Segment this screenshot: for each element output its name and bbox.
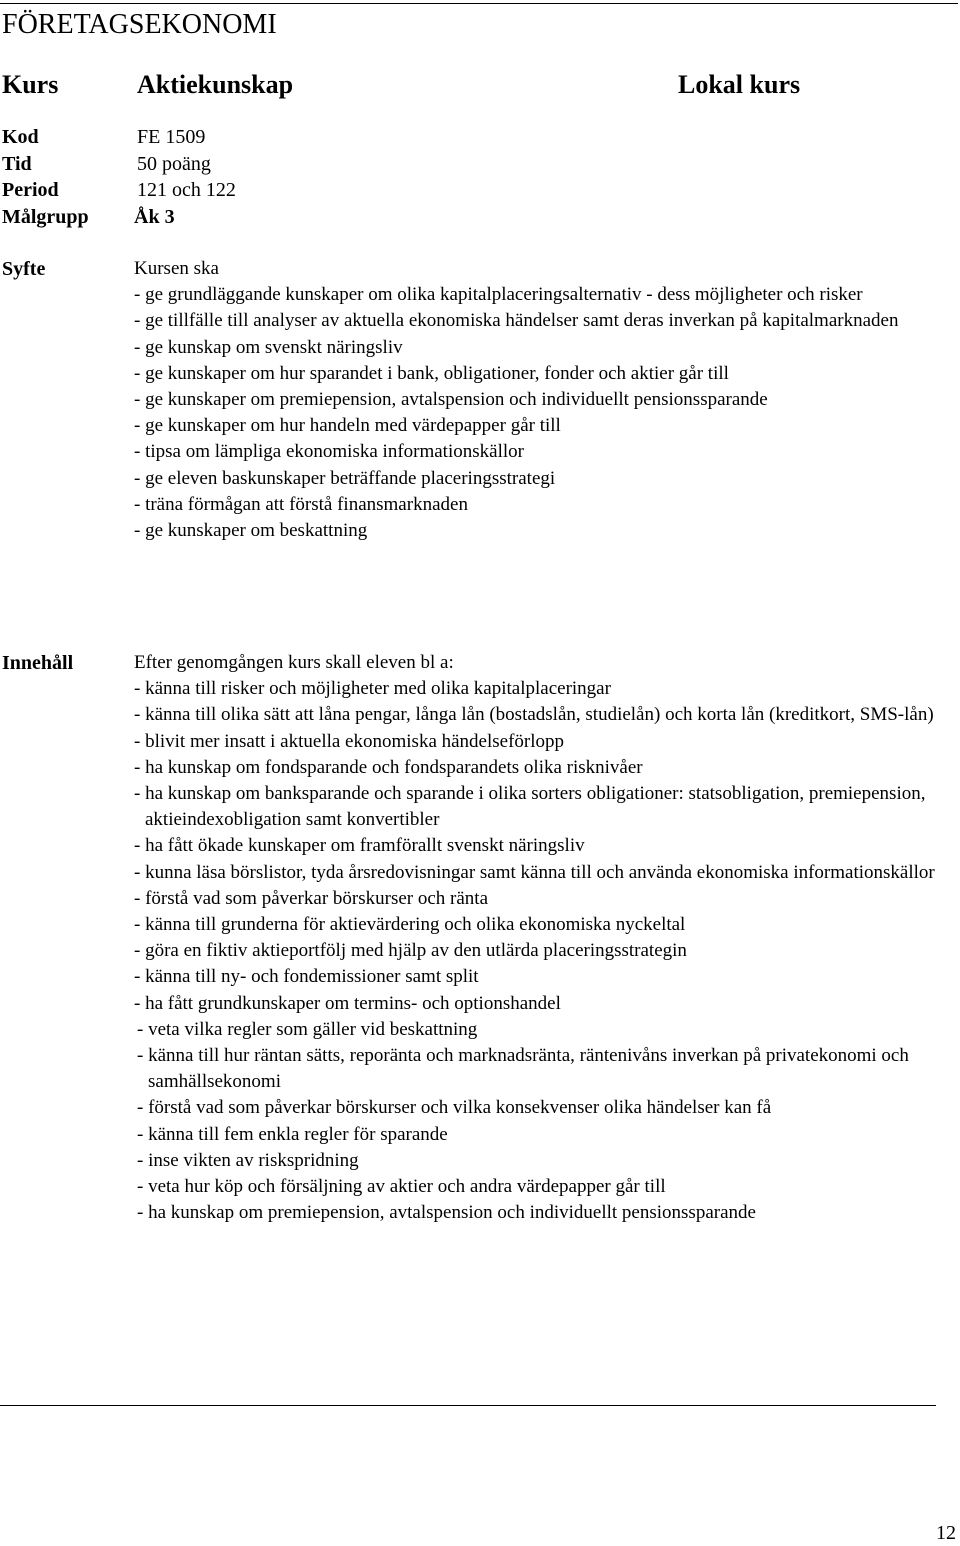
list-item: - blivit mer insatt i aktuella ekonomiska händelseförlopp	[134, 730, 565, 752]
list-item: - ge eleven baskunskaper beträffande placeringsstrategi	[134, 467, 556, 489]
meta-row-period	[0, 177, 960, 204]
meta-value: 50 poäng	[137, 152, 211, 175]
course-meta	[0, 124, 960, 230]
list-item: - veta vilka regler som gäller vid beskattning	[137, 1018, 478, 1040]
list-item: - ge kunskaper om premiepension, avtalspension och individuellt pensionssparande	[134, 389, 768, 411]
section-label-innehall: Innehåll	[2, 652, 74, 674]
top-divider	[0, 3, 958, 4]
list-item: - ge tillfälle till analyser av aktuella ekonomiska händelser samt deras inverkan på kapitalmarknaden	[134, 310, 899, 332]
list-item: - ha kunskap om banksparande och sparande i olika sorters obligationer: statsobligation, premiepension, aktieindexobligation samt konvertibler	[134, 783, 926, 831]
list-item: - ge grundläggande kunskaper om olika kapitalplaceringsalternativ - dess möjligheter och risker	[134, 284, 863, 306]
list-item: - ge kunskaper om beskattning	[134, 520, 368, 542]
meta-value: 121 och 122	[137, 179, 236, 201]
department-title: FÖRETAGSEKONOMI	[2, 9, 277, 40]
list-item: - känna till risker och möjligheter med olika kapitalplaceringar	[134, 678, 611, 700]
list-item: - ha fått ökade kunskaper om framförallt svenskt näringsliv	[134, 835, 585, 857]
list-item: - inse vikten av riskspridning	[137, 1149, 359, 1171]
course-type: Lokal kurs	[678, 70, 801, 99]
meta-row-code	[0, 124, 960, 151]
list-item: - träna förmågan att förstå finansmarknaden	[134, 493, 468, 515]
list-item: - ha kunskap om premiepension, avtalspension och individuellt pensionssparande	[137, 1202, 756, 1224]
section-body-syfte	[134, 256, 956, 544]
section-label-syfte: Syfte	[2, 258, 46, 280]
bottom-divider	[0, 1405, 936, 1406]
list-item: - förstå vad som påverkar börskurser och ränta	[134, 887, 489, 909]
page-number: 12	[936, 1522, 956, 1544]
course-header	[0, 68, 960, 102]
meta-row-time	[0, 151, 960, 178]
list-item: - förstå vad som påverkar börskurser och vilka konsekvenser olika händelser kan få	[137, 1097, 772, 1119]
list-item: - känna till hur räntan sätts, reporänta och marknadsränta, räntenivåns inverkan på privatekonomi och samhällsekonomi	[137, 1045, 909, 1093]
list-item: - känna till fem enkla regler för sparande	[137, 1123, 448, 1145]
meta-label: Period	[2, 179, 59, 201]
innehall-list	[134, 676, 956, 1226]
course-label: Kurs	[2, 70, 59, 99]
list-item: - känna till ny- och fondemissioner samt split	[134, 966, 479, 988]
list-item: - tipsa om lämpliga ekonomiska informationskällor	[134, 441, 524, 463]
list-item: - ge kunskaper om hur handeln med värdepapper går till	[134, 415, 561, 437]
list-item: - göra en fiktiv aktieportfölj med hjälp av den utlärda placeringsstrategin	[134, 940, 687, 962]
course-name: Aktiekunskap	[137, 70, 294, 99]
list-item: - känna till olika sätt att låna pengar, långa lån (bostadslån, studielån) och korta lån (kreditkort, SMS-lån)	[134, 704, 934, 726]
meta-value: FE 1509	[137, 126, 206, 148]
list-item: - ha kunskap om fondsparande och fondsparandets olika risknivåer	[134, 756, 643, 778]
list-item: - veta hur köp och försäljning av aktier och andra värdepapper går till	[137, 1176, 666, 1198]
meta-label: Tid	[2, 152, 32, 175]
section-body-innehall	[134, 650, 956, 1226]
meta-label: Kod	[2, 126, 39, 148]
list-item: - ge kunskaper om hur sparandet i bank, obligationer, fonder och aktier går till	[134, 362, 729, 384]
meta-row-target-group	[0, 204, 960, 231]
meta-value: Åk 3	[134, 205, 175, 228]
section-intro: Efter genomgången kurs skall eleven bl a:	[134, 652, 454, 673]
list-item: - kunna läsa börslistor, tyda årsredovisningar samt känna till och använda ekonomiska informationskällor	[134, 861, 935, 883]
list-item: - känna till grunderna för aktievärdering och olika ekonomiska nyckeltal	[134, 914, 686, 936]
list-item: - ge kunskap om svenskt näringsliv	[134, 336, 403, 358]
meta-label: Målgrupp	[2, 205, 89, 228]
list-item: - ha fått grundkunskaper om termins- och optionshandel	[134, 992, 561, 1014]
syfte-list	[134, 282, 956, 544]
section-intro: Kursen ska	[134, 258, 219, 279]
